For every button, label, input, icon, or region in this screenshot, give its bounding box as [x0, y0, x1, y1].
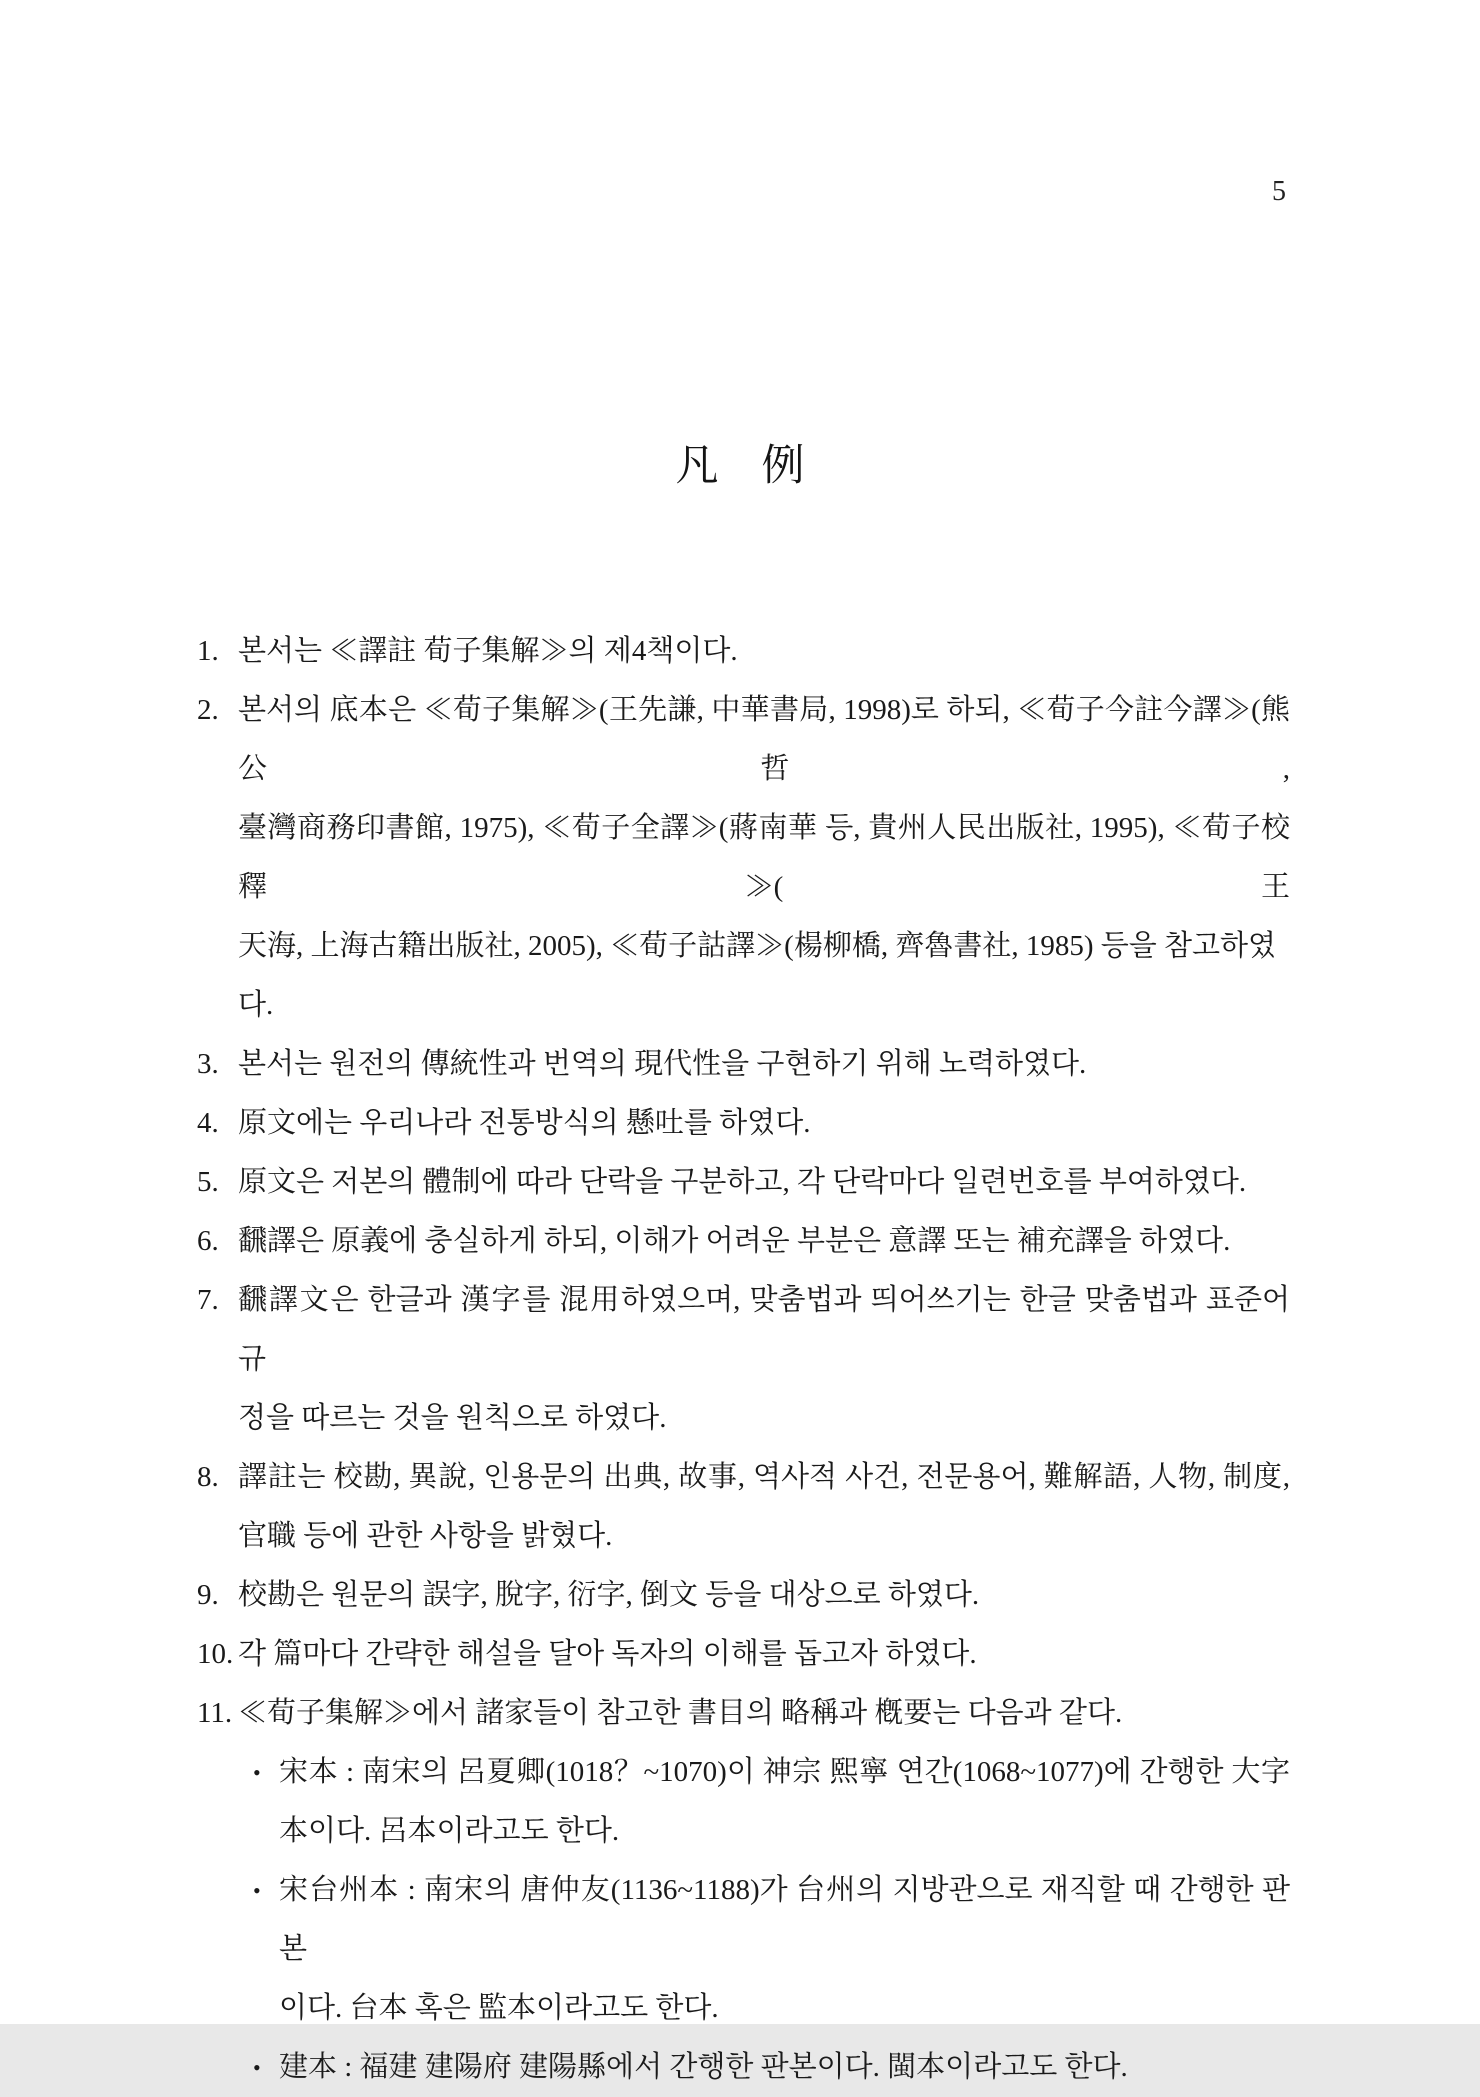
- note-item: [197, 1035, 1290, 1094]
- item-number: 8.: [197, 1461, 219, 1493]
- item-number: 4.: [197, 1107, 219, 1139]
- note-line: 飜譯은 原義에 충실하게 하되, 이해가 어려운 부분은 意譯 또는 補充譯을 하였다.: [238, 1225, 1231, 1257]
- note-line: 본서는 ≪譯註 荀子集解≫의 제4책이다.: [238, 635, 738, 667]
- note-line: ≪荀子集解≫에서 諸家들이 참고한 書目의 略稱과 槪要는 다음과 같다.: [238, 1697, 1123, 1729]
- note-line: 原文은 저본의 體制에 따라 단락을 구분하고, 각 단락마다 일련번호를 부여하였다.: [238, 1166, 1247, 1198]
- note-line: 본서는 원전의 傳統性과 번역의 現代性을 구현하기 위해 노력하였다.: [238, 1048, 1087, 1080]
- item-number: 2.: [197, 694, 219, 726]
- note-item: [197, 1094, 1290, 1153]
- item-number: 6.: [197, 1225, 219, 1257]
- note-line: 臺灣商務印書館, 1975), ≪荀子全譯≫(蔣南華 등, 貴州人民出版社, 1995), ≪荀子校釋≫(王: [238, 812, 1290, 903]
- note-line: 飜譯文은 한글과 漢字를 混用하였으며, 맞춤법과 띄어쓰기는 한글 맞춤법과 표준어 규: [238, 1284, 1290, 1375]
- note-line: 天海, 上海古籍出版社, 2005), ≪荀子詁譯≫(楊柳橋, 齊魯書社, 1985) 등을 참고하였다.: [238, 930, 1277, 1021]
- note-line: 原文에는 우리나라 전통방식의 懸吐를 하였다.: [238, 1107, 811, 1139]
- note-line: 이다. 台本 혹은 監本이라고도 한다.: [279, 1992, 719, 2024]
- page-number: 5: [1272, 176, 1286, 207]
- note-item: [197, 1625, 1290, 1684]
- note-line: 정을 따르는 것을 원칙으로 하였다.: [238, 1402, 667, 1434]
- item-number: 3.: [197, 1048, 219, 1080]
- note-item: [197, 1566, 1290, 1625]
- bullet-marker: •: [253, 1878, 261, 1903]
- note-subitem: [197, 1743, 1290, 1861]
- note-line: 官職 등에 관한 사항을 밝혔다.: [238, 1520, 613, 1552]
- note-line: 宋台州本 : 南宋의 唐仲友(1136~1188)가 台州의 지방관으로 재직할 때 간행한 판본: [279, 1874, 1290, 1965]
- note-line: 校勘은 원문의 誤字, 脫字, 衍字, 倒文 등을 대상으로 하였다.: [238, 1579, 980, 1611]
- note-item: [197, 1448, 1290, 1566]
- note-item: [197, 1684, 1290, 1743]
- item-number: 5.: [197, 1166, 219, 1198]
- notes-list: [197, 622, 1290, 2097]
- note-line: 譯註는 校勘, 異說, 인용문의 出典, 故事, 역사적 사건, 전문용어, 難解語, 人物, 制度,: [238, 1461, 1290, 1493]
- bullet-marker: •: [253, 2055, 261, 2080]
- note-item: [197, 1153, 1290, 1212]
- note-item: [197, 1212, 1290, 1271]
- note-line: 본서의 底本은 ≪荀子集解≫(王先謙, 中華書局, 1998)로 하되, ≪荀子今註今譯≫(熊公哲,: [238, 694, 1290, 785]
- item-number: 9.: [197, 1579, 219, 1611]
- note-line: 각 篇마다 간략한 해설을 달아 독자의 이해를 돕고자 하였다.: [238, 1638, 977, 1670]
- note-subitem: [197, 2038, 1290, 2097]
- note-subitem: [197, 1861, 1290, 2038]
- item-number: 7.: [197, 1284, 219, 1316]
- item-number: 11.: [197, 1697, 233, 1729]
- page-title: 凡 例: [675, 443, 805, 490]
- item-number: 1.: [197, 635, 219, 667]
- bullet-marker: •: [253, 1760, 261, 1785]
- item-number: 10.: [197, 1638, 234, 1670]
- note-item: [197, 681, 1290, 1035]
- note-line: 宋本 : 南宋의 呂夏卿(1018？~1070)이 神宗 熙寧 연간(1068~1077)에 간행한 大字: [279, 1756, 1290, 1788]
- note-line: 建本 : 福建 建陽府 建陽縣에서 간행한 판본이다. 閩本이라고도 한다.: [279, 2051, 1128, 2083]
- note-line: 本이다. 呂本이라고도 한다.: [279, 1815, 620, 1847]
- note-item: [197, 1271, 1290, 1448]
- note-item: [197, 622, 1290, 681]
